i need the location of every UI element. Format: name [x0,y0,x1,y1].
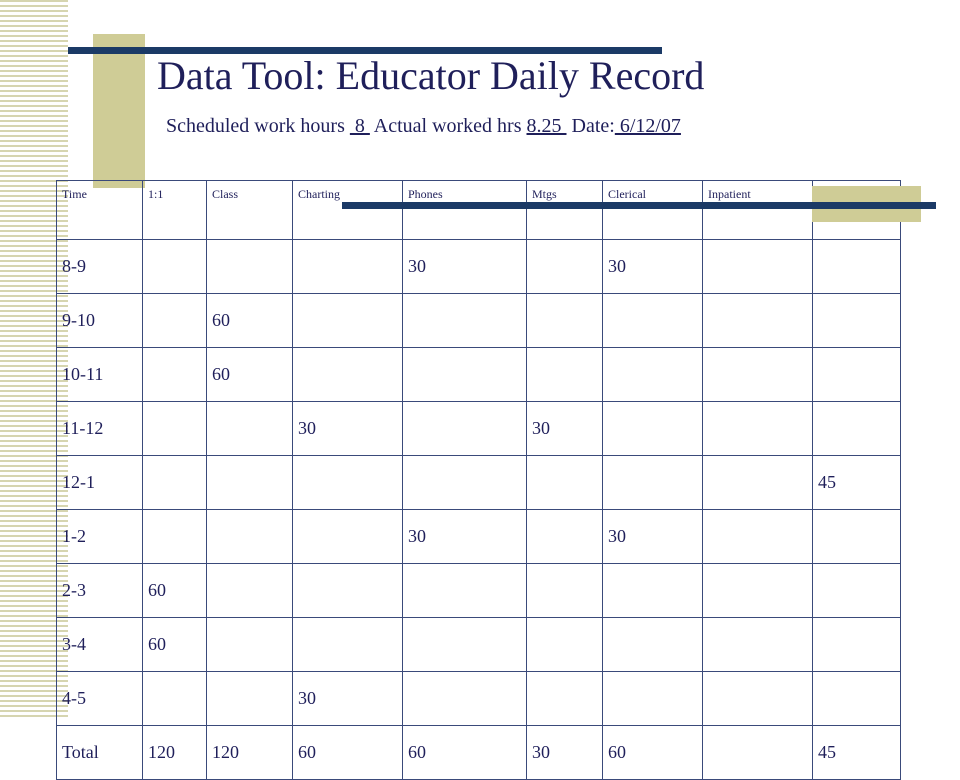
minutes-cell [143,240,207,294]
minutes-cell: 60 [293,726,403,780]
minutes-cell [403,402,527,456]
time-slot-cell: 12-1 [57,456,143,510]
minutes-cell [403,618,527,672]
minutes-cell [603,672,703,726]
minutes-cell [703,618,813,672]
minutes-cell: 60 [143,618,207,672]
minutes-cell [813,348,901,402]
minutes-cell [143,348,207,402]
minutes-cell [603,402,703,456]
time-slot-cell: 1-2 [57,510,143,564]
time-slot-cell: 2-3 [57,564,143,618]
date-label: Date: [571,115,615,137]
minutes-cell: 120 [143,726,207,780]
minutes-cell [207,402,293,456]
minutes-cell: 60 [207,348,293,402]
minutes-cell [603,564,703,618]
minutes-cell [207,618,293,672]
minutes-cell [403,564,527,618]
minutes-cell: 30 [603,510,703,564]
header-class: Class [207,181,293,240]
minutes-cell: 45 [813,726,901,780]
minutes-cell [813,294,901,348]
time-slot-cell: 9-10 [57,294,143,348]
table-row [57,564,901,618]
minutes-cell [527,564,603,618]
scheduled-hours-label: Scheduled work hours [166,115,345,137]
minutes-cell [403,672,527,726]
minutes-cell [703,294,813,348]
minutes-cell [143,510,207,564]
minutes-cell [293,294,403,348]
minutes-cell [703,510,813,564]
minutes-cell [403,456,527,510]
minutes-cell [813,402,901,456]
table-header-row [57,181,901,240]
minutes-cell [603,456,703,510]
time-slot-cell: 10-11 [57,348,143,402]
header-phones: Phones [403,181,527,240]
header-clerical: Clerical [603,181,703,240]
minutes-cell [207,672,293,726]
minutes-cell [293,510,403,564]
minutes-cell [703,240,813,294]
minutes-cell [293,240,403,294]
minutes-cell [703,456,813,510]
minutes-cell [403,348,527,402]
minutes-cell [703,402,813,456]
minutes-cell [403,294,527,348]
scheduled-hours-value: 8 [349,115,370,137]
minutes-cell [143,456,207,510]
minutes-cell: 30 [293,672,403,726]
minutes-cell [293,348,403,402]
minutes-cell: 30 [403,240,527,294]
date-value: 6/12/07 [614,115,681,137]
minutes-cell: 30 [403,510,527,564]
table-row [57,402,901,456]
table-row [57,240,901,294]
minutes-cell [813,564,901,618]
minutes-cell [813,618,901,672]
minutes-cell [813,672,901,726]
table-total-row [57,726,901,780]
table-row [57,348,901,402]
minutes-cell [293,564,403,618]
minutes-cell [527,348,603,402]
table-row [57,618,901,672]
table-row [57,510,901,564]
table-row [57,672,901,726]
minutes-cell [703,726,813,780]
slide-title: Data Tool: Educator Daily Record [157,53,705,98]
minutes-cell [703,672,813,726]
minutes-cell: 30 [527,402,603,456]
time-slot-cell: 3-4 [57,618,143,672]
header-time: Time [57,181,143,240]
header-mtgs: Mtgs [527,181,603,240]
minutes-cell [603,294,703,348]
minutes-cell [527,456,603,510]
minutes-cell [143,402,207,456]
minutes-cell [207,456,293,510]
table-body [57,240,901,780]
minutes-cell [527,672,603,726]
minutes-cell [813,240,901,294]
minutes-cell: 60 [603,726,703,780]
actual-hours-value: 8.25 [526,115,567,137]
minutes-cell [527,618,603,672]
minutes-cell: 45 [813,456,901,510]
minutes-cell: 60 [207,294,293,348]
time-slot-cell: Total [57,726,143,780]
minutes-cell [143,294,207,348]
minutes-cell [207,564,293,618]
minutes-cell: 120 [207,726,293,780]
decorative-khaki-block [93,34,145,188]
actual-hours-label: Actual worked hrs [373,115,522,137]
minutes-cell: 60 [143,564,207,618]
minutes-cell: 30 [527,726,603,780]
minutes-cell: 30 [293,402,403,456]
minutes-cell [293,618,403,672]
minutes-cell: 60 [403,726,527,780]
time-slot-cell: 11-12 [57,402,143,456]
daily-record-table [56,180,901,780]
minutes-cell [207,240,293,294]
minutes-cell [527,294,603,348]
minutes-cell [603,618,703,672]
header-one-on-one: 1:1 [143,181,207,240]
header-inpatient: Inpatient [703,181,813,240]
table-row [57,294,901,348]
slide-subtitle [166,114,681,138]
minutes-cell [207,510,293,564]
minutes-cell [603,348,703,402]
table-row [57,456,901,510]
minutes-cell [703,564,813,618]
time-slot-cell: 8-9 [57,240,143,294]
minutes-cell [703,348,813,402]
minutes-cell [143,672,207,726]
minutes-cell [527,240,603,294]
header-charting: Charting [293,181,403,240]
time-slot-cell: 4-5 [57,672,143,726]
minutes-cell [527,510,603,564]
minutes-cell: 30 [603,240,703,294]
minutes-cell [293,456,403,510]
decorative-mid-bar [342,202,936,209]
minutes-cell [813,510,901,564]
